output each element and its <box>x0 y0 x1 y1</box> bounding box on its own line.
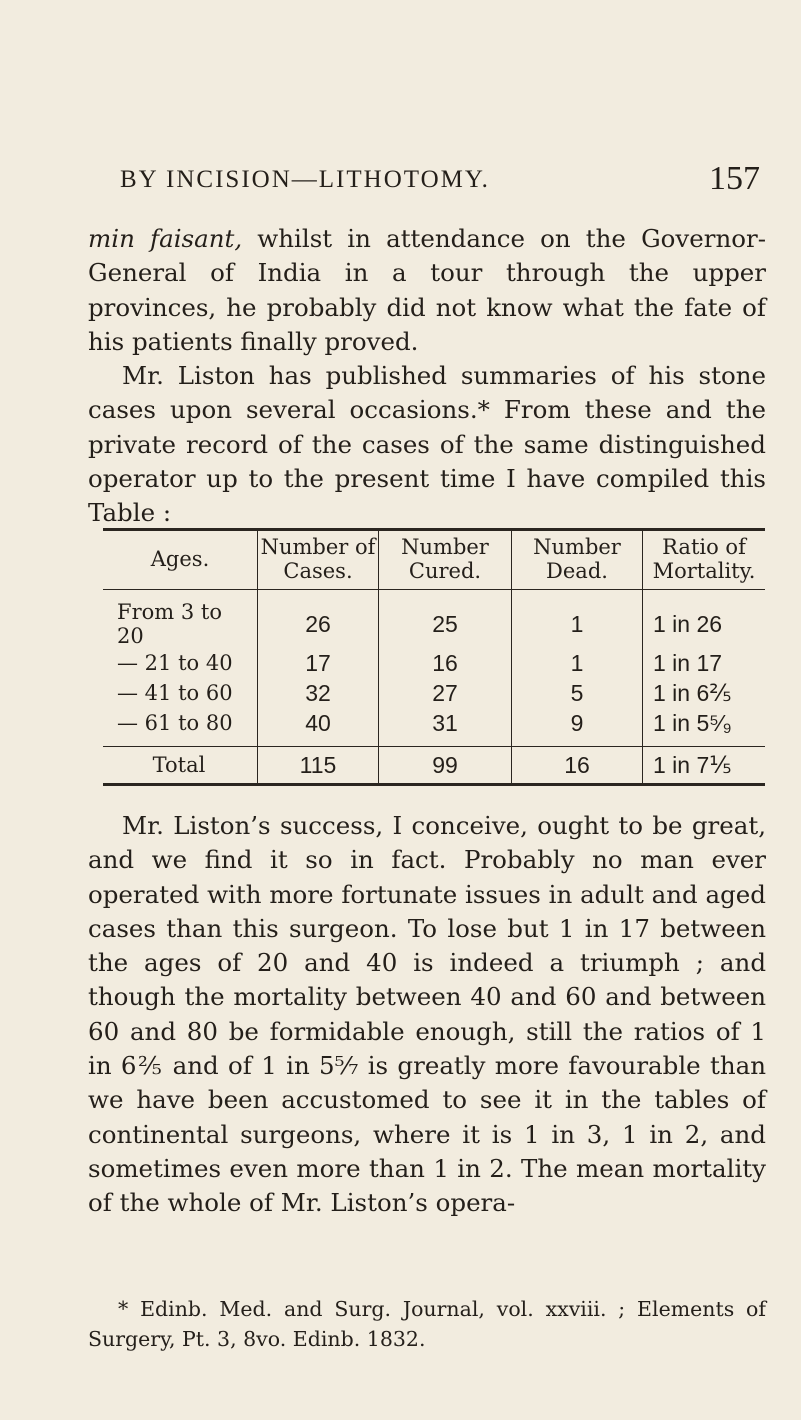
running-title: BY INCISION—LITHOTOMY. <box>120 166 490 193</box>
cell-age: — 61 to 80 <box>117 711 233 735</box>
table-total-row <box>103 747 765 785</box>
table-row <box>103 590 765 649</box>
col-header-ratio: Ratio of Mortality. <box>643 530 766 590</box>
cell-cases: 26 <box>258 590 379 649</box>
cell-dead: 5 <box>512 678 643 708</box>
total-cured: 99 <box>379 747 512 785</box>
stone-cases-table <box>103 528 765 786</box>
col-header-cured: Number Cured. <box>379 530 512 590</box>
table-row <box>103 648 765 678</box>
cell-ratio: 1 in 6⅖ <box>643 678 766 708</box>
cell-ratio: 1 in 26 <box>643 590 766 649</box>
table-row <box>103 708 765 747</box>
cell-age: — 41 to 60 <box>117 681 233 705</box>
cell-dead: 1 <box>512 648 643 678</box>
cell-cured: 27 <box>379 678 512 708</box>
total-dead: 16 <box>512 747 643 785</box>
paragraph-2: Mr. Liston has published summaries of his stone cases upon several occasions.* From these and the private record of the cases of the same distinguished operator up to the present time I have compiled this Table : <box>88 361 766 528</box>
cell-ratio: 1 in 5⁵⁄₉ <box>643 708 766 747</box>
page-number: 157 <box>709 160 760 197</box>
footnote-text: * Edinb. Med. and Surg. Journal, vol. xxviii. ; Elements of Surgery, Pt. 3, 8vo. Edinb. 1832. <box>88 1297 766 1351</box>
cell-cured: 31 <box>379 708 512 747</box>
body-text-block <box>88 222 766 531</box>
total-label: Total <box>103 747 258 785</box>
table-header-row <box>103 530 765 590</box>
cell-cases: 40 <box>258 708 379 747</box>
cell-cured: 16 <box>379 648 512 678</box>
col-header-dead: Number Dead. <box>512 530 643 590</box>
paragraph-1: whilst in attendance on the Governor-General of India in a tour through the upper provinces, he probably did not know what the fate of his patients finally proved. <box>88 224 766 356</box>
cell-dead: 1 <box>512 590 643 649</box>
cell-cases: 17 <box>258 648 379 678</box>
col-header-cases: Number of Cases. <box>258 530 379 590</box>
paragraph-3: Mr. Liston’s success, I conceive, ought to be great, and we find it so in fact. Probably no man ever operated with more fortunate issues in adult and aged cases than this surgeon. To lose but 1 in 17 between the ages of 20 and 40 is indeed a triumph ; and though the mortality between 40 and 60 and between 60 and 80 be formidable enough, still the ratios of 1 in 6⅖ and of 1 in 5⁵⁄₇ is greatly more favourable than we have been accustomed to see it in the tables of continental surgeons, where it is 1 in 3, 1 in 2, and sometimes even more than 1 in 2. The mean mortality of the whole of Mr. Liston’s opera- <box>88 811 766 1218</box>
cell-cured: 25 <box>379 590 512 649</box>
col-header-ages: Ages. <box>103 530 258 590</box>
cell-dead: 9 <box>512 708 643 747</box>
body-text-block <box>88 809 766 1221</box>
cell-cases: 32 <box>258 678 379 708</box>
italic-lead-text: min faisant, <box>88 224 243 253</box>
table-row <box>103 678 765 708</box>
footnote <box>88 1294 766 1354</box>
total-cases: 115 <box>258 747 379 785</box>
cell-age: From 3 to 20 <box>117 600 222 648</box>
total-ratio: 1 in 7⅕ <box>643 747 766 785</box>
cell-ratio: 1 in 17 <box>643 648 766 678</box>
cell-age: — 21 to 40 <box>117 651 233 675</box>
running-head <box>120 160 760 200</box>
